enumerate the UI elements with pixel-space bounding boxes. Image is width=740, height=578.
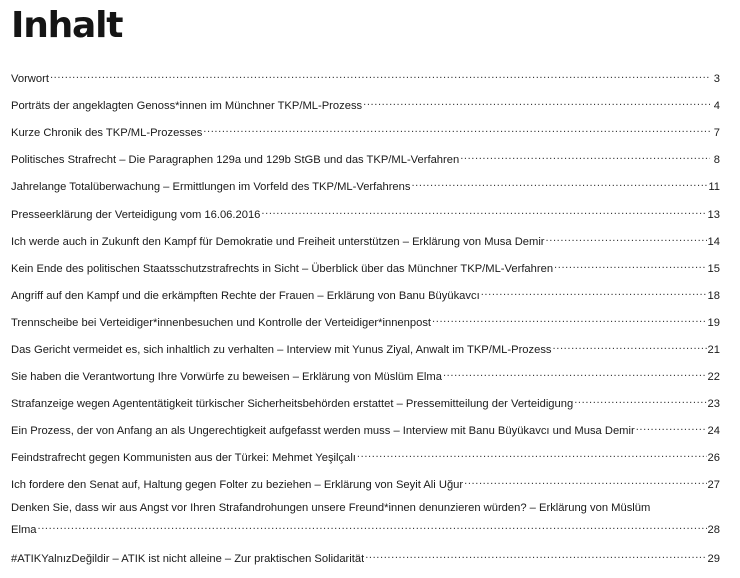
toc-entry-title: Strafanzeige wegen Agententätigkeit türkischer Sicherheitsbehörden erstattet – Pressemitteilung der Verteidigung bbox=[11, 398, 574, 410]
toc-entry-title: Das Gericht vermeidet es, sich inhaltlich zu verhalten – Interview mit Yunus Ziyal, Anwalt im TKP/ML-Prozess bbox=[11, 344, 552, 356]
toc-entry-title: Porträts der angeklagten Genoss*innen im Münchner TKP/ML-Prozess bbox=[11, 100, 363, 112]
dot-leader bbox=[554, 258, 707, 272]
toc-entry[interactable] bbox=[11, 149, 720, 167]
toc-entry-title: Denken Sie, dass wir aus Angst vor Ihren Strafandrohungen unsere Freund*innen denunzieren würden? – Erklärung von Müslüm bbox=[11, 502, 651, 514]
toc-entry-title: Angriff auf den Kampf und die erkämpften Rechte der Frauen – Erklärung von Banu Büyükavcı bbox=[11, 290, 480, 302]
toc-entry-page: 19 bbox=[707, 317, 720, 329]
toc-entry[interactable] bbox=[11, 68, 720, 86]
toc-entry-page: 23 bbox=[707, 398, 720, 410]
toc-entry-page: 15 bbox=[707, 263, 720, 275]
dot-leader bbox=[574, 393, 706, 407]
toc-entry-title: Sie haben die Verantwortung Ihre Vorwürfe zu beweisen – Erklärung von Müslüm Elma bbox=[11, 371, 442, 383]
toc-entry-title: Trennscheibe bei Verteidiger*innenbesuchen und Kontrolle der Verteidiger*innenpost bbox=[11, 317, 432, 329]
dot-leader bbox=[363, 95, 710, 109]
page-title: Inhalt bbox=[11, 5, 123, 46]
toc-entry[interactable] bbox=[11, 474, 720, 492]
toc-entry[interactable] bbox=[11, 231, 720, 249]
dot-leader bbox=[464, 474, 706, 488]
dot-leader bbox=[38, 519, 707, 533]
dot-leader bbox=[261, 204, 706, 218]
toc-entry-title: Ich werde auch in Zukunft den Kampf für Demokratie und Freiheit unterstützen – Erklärung von Musa Demir bbox=[11, 236, 545, 248]
toc-entry-page: 21 bbox=[707, 344, 720, 356]
toc-entry[interactable] bbox=[11, 366, 720, 384]
toc-entry-page: 29 bbox=[707, 553, 720, 565]
toc-entry-page: 22 bbox=[707, 371, 720, 383]
dot-leader bbox=[50, 68, 710, 82]
dot-leader bbox=[411, 176, 707, 190]
toc-entry-page: 26 bbox=[707, 452, 720, 464]
toc-entry-page: 14 bbox=[707, 236, 720, 248]
toc-entry[interactable] bbox=[11, 339, 720, 357]
toc-entry[interactable] bbox=[11, 258, 720, 276]
dot-leader bbox=[432, 312, 707, 326]
toc-entry[interactable] bbox=[11, 122, 720, 140]
toc-entry-page: 28 bbox=[707, 524, 720, 536]
dot-leader bbox=[460, 149, 710, 163]
dot-leader bbox=[203, 122, 710, 136]
toc-entry[interactable] bbox=[11, 95, 720, 113]
toc-entry-page: 24 bbox=[707, 425, 720, 437]
toc-entry-title: Jahrelange Totalüberwachung – Ermittlungen im Vorfeld des TKP/ML-Verfahrens bbox=[11, 181, 411, 193]
toc-entry[interactable] bbox=[11, 548, 720, 566]
toc-entry[interactable] bbox=[11, 420, 720, 438]
toc-entry[interactable] bbox=[11, 176, 720, 194]
dot-leader bbox=[357, 447, 707, 461]
toc-entry[interactable] bbox=[11, 285, 720, 303]
toc-entry[interactable] bbox=[11, 501, 720, 537]
toc-entry-title: Politisches Strafrecht – Die Paragraphen 129a und 129b StGB und das TKP/ML-Verfahren bbox=[11, 154, 460, 166]
toc-entry-page: 11 bbox=[708, 181, 720, 193]
toc-entry-title: Feindstrafrecht gegen Kommunisten aus der Türkei: Mehmet Yeşilçalı bbox=[11, 452, 356, 464]
dot-leader bbox=[553, 339, 707, 353]
toc-entry-page: 18 bbox=[707, 290, 720, 302]
toc-entry-title: Ein Prozess, der von Anfang an als Ungerechtigkeit aufgefasst werden muss – Interview mit Banu Büyükavcı und Musa Demir bbox=[11, 425, 635, 437]
toc-entry-title: Presseerklärung der Verteidigung vom 16.06.2016 bbox=[11, 209, 261, 221]
toc-entry-title: Kurze Chronik des TKP/ML-Prozesses bbox=[11, 127, 203, 139]
toc-entry-title: Vorwort bbox=[11, 73, 49, 85]
toc-entry-page: 13 bbox=[707, 209, 720, 221]
toc-entry-page: 3 bbox=[713, 73, 720, 85]
toc-entry-page: 27 bbox=[707, 479, 720, 491]
dot-leader bbox=[443, 366, 707, 380]
dot-leader bbox=[481, 285, 707, 299]
toc-entry-page: 7 bbox=[713, 127, 720, 139]
toc-entry[interactable] bbox=[11, 204, 720, 222]
toc-entry-continuation bbox=[11, 519, 720, 537]
toc-entry[interactable] bbox=[11, 312, 720, 330]
toc-entry-page: 4 bbox=[713, 100, 720, 112]
dot-leader bbox=[636, 420, 707, 434]
toc-entry-title: #ATIKYalnızDeğildir – ATIK ist nicht alleine – Zur praktischen Solidarität bbox=[11, 553, 365, 565]
toc-entry-title: Ich fordere den Senat auf, Haltung gegen Folter zu beziehen – Erklärung von Seyit Ali Uğur bbox=[11, 479, 464, 491]
toc-entry-title: Kein Ende des politischen Staatsschutzstrafrechts in Sicht – Überblick über das Münchner TKP/ML-Verfahren bbox=[11, 263, 554, 275]
toc-entry-title-continued: Elma bbox=[11, 524, 37, 536]
toc-entry[interactable] bbox=[11, 447, 720, 465]
toc-entry[interactable] bbox=[11, 393, 720, 411]
dot-leader bbox=[546, 231, 707, 245]
dot-leader bbox=[365, 548, 706, 562]
toc-entry-page: 8 bbox=[713, 154, 720, 166]
